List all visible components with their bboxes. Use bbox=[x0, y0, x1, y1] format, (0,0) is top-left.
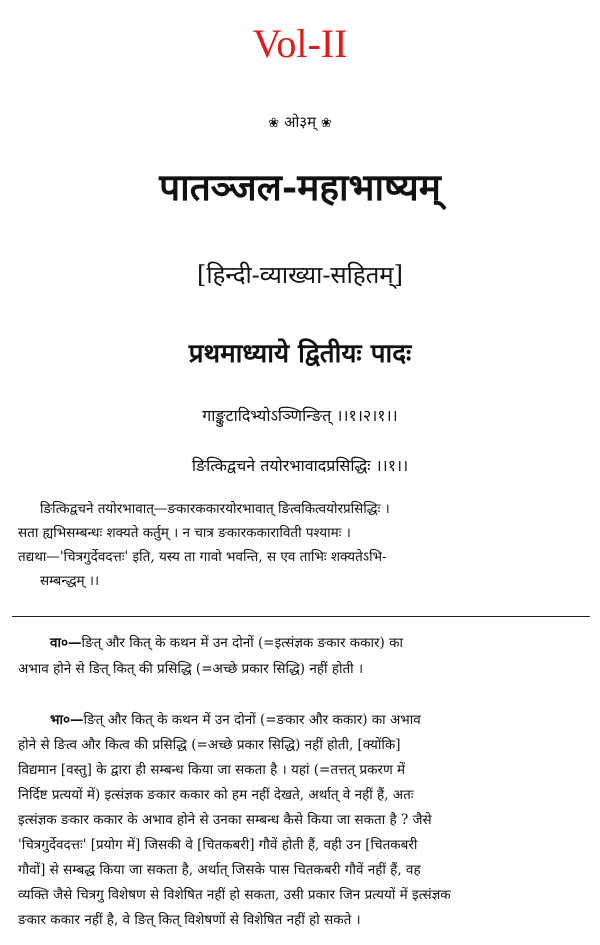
translation-line: 'चित्रगुर्देवदत्तः' [प्रयोग में] जिसकी वे [चितकबरी] गौवें होती हैं, वही उन [चितकबरी bbox=[18, 837, 418, 853]
translation-line: विद्यमान [वस्तु] के द्वारा ही सम्बन्ध किया जा सकता है । यहां (=तत्तत् प्रकरण में bbox=[18, 762, 406, 778]
translation-line: व्यक्ति जैसे चित्रगु विशेषण से विशेषित नहीं हो सकता, उसी प्रकार जिन प्रत्ययों में इत्संज्ञक bbox=[18, 887, 451, 903]
translation-line: होने से ङित्व और कित्व की प्रसिद्धि (=अच्छे प्रकार सिद्धि) नहीं होती, [क्योंकि] bbox=[18, 737, 401, 753]
translation-line: गौवों] से सम्बद्ध किया जा सकता है, अर्थात् जिसके पास चितकबरी गौवें नहीं हैं, वह bbox=[18, 862, 421, 878]
translation-line: इत्संज्ञक ङकार ककार के अभाव होने से उनका सम्बन्ध कैसे किया जा सकता है ? जैसे bbox=[18, 812, 432, 828]
translation-line-text: ङित् और कित् के कथन में उन दोनों (=ङकार और ककार) का अभाव bbox=[83, 712, 421, 728]
bhashya-line: तद्यथा—'चित्रगुर्देवदत्तः' इति, यस्य ता गावो भवन्ति, स एव ताभिः शक्यतेऽभि- bbox=[18, 549, 387, 565]
translation-line bbox=[18, 708, 590, 733]
translation-line-text: ङित् और कित् के कथन में उन दोनों (=इत्संज्ञक ङकार ककार) का bbox=[81, 635, 403, 651]
page-title: पातञ्जल-महाभाष्यम् bbox=[159, 165, 441, 209]
translation-label: भा०— bbox=[50, 712, 84, 728]
translation-line bbox=[18, 630, 590, 656]
page-subtitle: [हिन्दी-व्याख्या-सहितम्] bbox=[196, 261, 404, 289]
bhashya-line: सम्बन्द्धम् ।। bbox=[40, 573, 100, 589]
translation-line: अभाव होने से ङित् कित् की प्रसिद्धि (=अच्छे प्रकार सिद्धि) नहीं होती । bbox=[18, 661, 364, 677]
translation-line: निर्दिष्ट प्रत्ययों में) इत्संज्ञक ङकार ककार को हम नहीं देखते, अर्थात् वे नहीं हैं, अतः bbox=[18, 787, 414, 803]
section-divider bbox=[12, 616, 590, 617]
bhashya-line: सता ह्यभिसम्बन्धः शक्यते कर्तुम् । न चात्र ङकारककाराविती पश्यामः । bbox=[18, 525, 351, 541]
translation-line: ङकार ककार नहीं है, वे ङित् कित् विशेषणों से विशेषित नहीं हो सकते । bbox=[18, 912, 361, 928]
translation-label: वा०— bbox=[50, 635, 82, 651]
bhashya-paragraph bbox=[18, 497, 590, 593]
om-text: ओ३म् bbox=[283, 113, 317, 131]
om-invocation bbox=[0, 112, 600, 132]
varttika-translation bbox=[18, 630, 590, 682]
varttika-text: ङित्किद्वचने तयोरभावादप्रसिद्धिः ।।१।। bbox=[191, 456, 409, 475]
volume-label: Vol-II bbox=[252, 21, 348, 66]
chapter-heading: प्रथमाध्याये द्वितीयः पादः bbox=[188, 339, 412, 369]
flower-ornament-icon: ❀ bbox=[268, 116, 280, 131]
bhashya-line: ङित्किद्वचने तयोरभावात्—ङकारककारयोरभावात् ङित्वकित्वयोरप्रसिद्धिः । bbox=[40, 501, 390, 517]
bhashya-translation bbox=[18, 708, 590, 933]
sutra-text: गाङ्कुटादिभ्योऽञ्णिन्ङित् ।।१।२।१।। bbox=[202, 406, 398, 425]
flower-ornament-icon: ❀ bbox=[320, 116, 332, 131]
